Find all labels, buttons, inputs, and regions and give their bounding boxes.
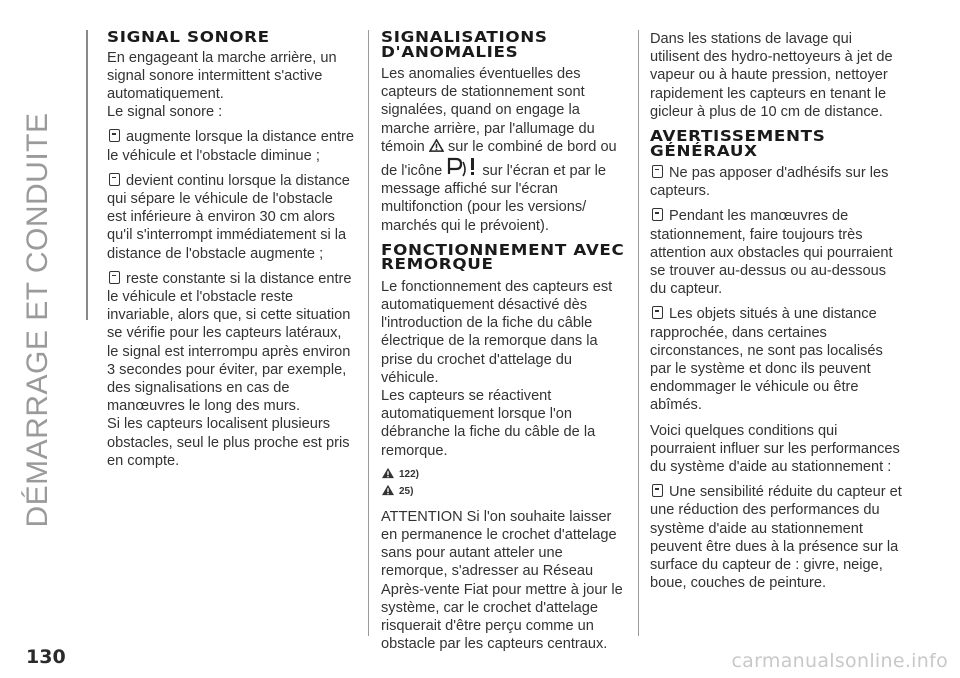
column-divider-2 [638,30,639,636]
column-1 [107,30,355,477]
checkbox-bullet-icon [109,129,120,142]
column-2 [381,30,631,660]
checkbox-bullet-icon [652,165,663,178]
page-number: 130 [26,646,66,668]
chapter-title: DÉMARRAGE ET CONDUITE [21,112,54,528]
reference-number: 122) [399,468,420,480]
paragraph: Si les capteurs localisent plusieurs obstacles, seul le plus proche est pris en compte. [107,416,350,469]
paragraph [381,278,631,460]
reference-note [381,484,631,498]
list-item-text: Pendant les manœuvres de stationnement, faire toujours très attention aux obstacles qui pourraient se trouver au-dessus ou au-dessous du capteur. [650,208,893,298]
trailer-text: Les capteurs se réactivent automatiquement lorsque l'on débranche la fiche du câble de la remorque. [381,388,596,459]
column-divider-1 [368,30,369,636]
list-item [107,128,355,164]
checkbox-bullet-icon [109,173,120,186]
anomalies-text: sur l'écran et par le message affiché sur l'écran multifonction (pour les versions/ marchés qui le prévoient). [381,163,606,234]
list-item [107,172,355,263]
heading-signalisations-anomalies: SIGNALISATIONS D'ANOMALIES [381,28,548,61]
checkbox-bullet-icon [652,208,663,221]
chapter-divider [86,30,88,320]
attention-paragraph: ATTENTION Si l'on souhaite laisser en permanence le crochet d'attelage sans pour autant atteler une remorque, s'adresser au Réseau Après-vente Fiat pour mettre à jour le système, car le crochet d'attelage risquerait d'être perçu comme un obstacle par les capteurs centraux. [381,508,623,653]
intro-text: En engageant la marche arrière, un signal sonore intermittent s'active automatiquement. [107,49,337,102]
list-item-text: reste constante si la distance entre le véhicule et l'obstacle reste invariable, alors que, si cette situation se vérifie pour les capteurs latéraux, le signal est interrompu après environ 3 secondes pour éviter, par exemple, des signalisations en cas de manœuvres le long des murs. [107,270,352,415]
list-item [650,305,902,414]
heading-fonctionnement-remorque: FONCTIONNEMENT AVEC REMORQUE [381,240,625,274]
caution-icon [381,484,395,496]
list-item-text: Les objets situés à une distance rapprochée, dans certaines circonstances, ne sont pas localisés par le système et donc ils peuvent endommager le véhicule ou être abîmés. [650,306,883,414]
heading-signal-sonore: SIGNAL SONORE [107,28,270,46]
reference-number: 25) [399,485,414,497]
list-item [650,164,902,200]
reference-note [381,467,631,481]
list-item-text: augmente lorsque la distance entre le véhicule et l'obstacle diminue ; [107,129,354,164]
heading-avertissements-generaux: AVERTISSEMENTS GÉNÉRAUX [650,127,826,160]
list-item-text: Ne pas apposer d'adhésifs sur les capteurs. [650,165,889,200]
list-item-text: Une sensibilité réduite du capteur et une réduction des performances du système d'aide au stationnement peuvent être dues à la présence sur la surface du capteur de : givre, neige, boue, couches de peinture. [650,484,902,592]
list-item [107,270,355,416]
parking-sensor-fault-icon [446,156,478,178]
checkbox-bullet-icon [652,484,663,497]
paragraph: Dans les stations de lavage qui utilisent des hydro-nettoyeurs à jet de vapeur ou à haute pression, nettoyer rapidement les capteurs en tenant le gicleur à plus de 10 cm de distance. [650,31,893,120]
checkbox-bullet-icon [652,306,663,319]
column-3 [650,30,902,599]
checkbox-bullet-icon [109,271,120,284]
paragraph [107,49,355,122]
paragraph: Voici quelques conditions qui pourraient influer sur les performances du système d'aide au stationnement : [650,422,900,476]
warning-triangle-icon [381,467,395,479]
trailer-text: Le fonctionnement des capteurs est automatiquement désactivé dès l'introduction de la fiche du câble électrique de la remorque dans la prise du crochet d'attelage du véhicule. [381,278,613,386]
paragraph [381,65,631,235]
list-item [650,207,902,298]
anomalies-text: sur le combiné de bord ou de l'icône [381,138,617,180]
list-item [650,483,902,592]
anomalies-text: Les anomalies éventuelles des capteurs de stationnement sont signalées, quand on engage la marche arrière, par l'allumage du témoin [381,66,595,155]
list-item-text: devient continu lorsque la distance qui sépare le véhicule de l'obstacle est inférieure à environ 30 cm alors qu'il s'interrompt immédiatement si la distance de l'obstacle augmente ; [107,172,350,262]
warning-triangle-icon [429,139,444,152]
watermark: carmanualsonline.info [731,650,948,672]
intro-text-2: Le signal sonore : [107,104,223,121]
